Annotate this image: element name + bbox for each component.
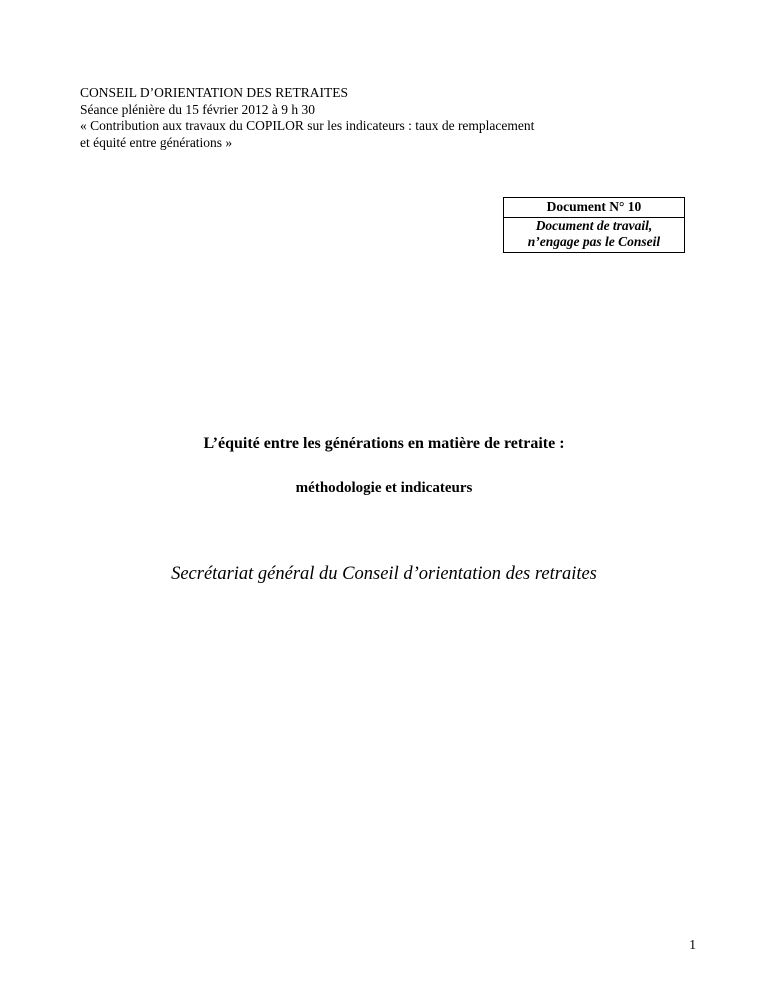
document-author: Secrétariat général du Conseil d’orientation des retraites [171,564,597,584]
document-disclaimer-line-2: n’engage pas le Conseil [527,234,661,249]
session-date: Séance plénière du 15 février 2012 à 9 h 30 [80,101,316,117]
document-disclaimer [504,218,684,252]
session-header [80,85,720,151]
document-title-line-2: méthodologie et indicateurs [295,480,473,496]
session-topic-line-2: et équité entre générations » [80,134,233,150]
document-number-box [503,197,685,253]
document-title-line-1: L’équité entre les générations en matière de retraite : [203,435,565,452]
page-number: 1 [689,937,696,952]
council-name: CONSEIL D’ORIENTATION DES RETRAITES [80,85,349,100]
session-topic-line-1: « Contribution aux travaux du COPILOR sur les indicateurs : taux de remplacement [80,118,535,133]
document-number: Document N° 10 [504,198,684,218]
document-disclaimer-line-1: Document de travail, [535,217,653,233]
